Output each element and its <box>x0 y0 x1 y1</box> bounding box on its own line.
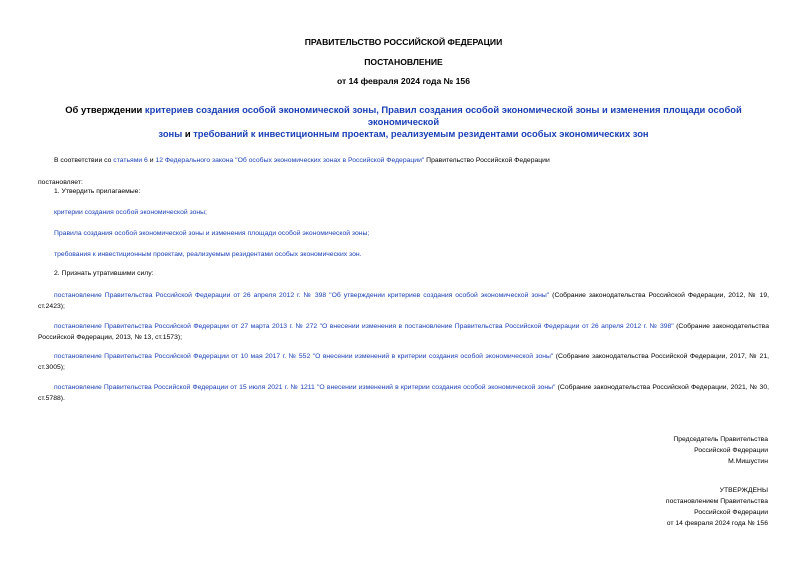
approved-item-criteria[interactable]: критерии создания особой экономической зоны; <box>54 209 207 216</box>
approval-country: Российской Федерации <box>694 509 768 516</box>
intro-pre: В соответствии со <box>54 157 114 164</box>
repealed-link-4[interactable]: постановление Правительства Российской Федерации от 15 июля 2021 г. № 1211 "О внесении изменений в критерии создания особой экономической зоны" <box>54 384 556 391</box>
title-prefix: Об утверждении <box>65 104 145 115</box>
repealed-tail-3: (Собрание законодательства Российской Федерации, 2017, № 21, ст.3005); <box>38 353 769 371</box>
approval-date: от 14 февраля 2024 года № 156 <box>666 520 768 527</box>
intro-paragraph <box>38 155 769 166</box>
intro-link-law[interactable]: 12 Федерального закона "Об особых экономических зонах в Российской Федерации" <box>155 157 425 164</box>
repealed-link-2[interactable]: постановление Правительства Российской Федерации от 27 марта 2013 г. № 272 "О внесении изменения в постановление Правительства Российской Федерации от 26 апреля 2012 г. № 398" <box>54 323 674 330</box>
approved-item-rules[interactable]: Правила создания особой экономической зоны и изменения площади особой экономической зоны; <box>54 230 370 237</box>
repealed-link-1[interactable]: постановление Правительства Российской Федерации от 26 апреля 2012 г. № 398 "Об утверждении критериев создания особой экономической зоны" <box>54 292 550 299</box>
repealed-tail-2: (Собрание законодательства Российской Федерации, 2013, № 13, ст.1573); <box>38 323 769 341</box>
approval-by: постановлением Правительства <box>665 498 768 505</box>
item1-text: 1. Утвердить прилагаемые: <box>54 188 141 195</box>
date-number-heading: от 14 февраля 2024 года № 156 <box>337 76 470 86</box>
doc-type-heading: ПОСТАНОВЛЕНИЕ <box>364 57 443 67</box>
signature-position: Председатель Правительства <box>673 436 768 443</box>
intro-and: и <box>147 157 156 164</box>
government-heading: ПРАВИТЕЛЬСТВО РОССИЙСКОЙ ФЕДЕРАЦИИ <box>304 37 503 47</box>
title-link-criteria[interactable]: критериев создания особой экономической зоны, Правил создания особой экономической зоны и изменения площади особой экономической <box>144 104 742 127</box>
repealed-item-4 <box>38 382 769 404</box>
title-link-requirements[interactable]: требований к инвестиционным проектам, реализуемым резидентами особых экономических зон <box>193 128 649 139</box>
signature-block <box>673 434 768 467</box>
title-and: и <box>182 128 194 139</box>
repealed-link-3[interactable]: постановление Правительства Российской Федерации от 10 мая 2017 г. № 552 "О внесении изменений в критерии создания особой экономической зоны" <box>54 353 554 360</box>
repealed-item-1 <box>38 290 769 312</box>
signature-country: Российской Федерации <box>694 447 768 454</box>
signature-name: М.Мишустин <box>728 458 768 465</box>
intro-post: Правительство Российской Федерации <box>424 157 550 164</box>
title-link-zone[interactable]: зоны <box>158 128 183 139</box>
approval-block <box>666 485 768 529</box>
repealed-item-3 <box>38 351 769 373</box>
intro-link-article6[interactable]: статьями 6 <box>113 157 148 164</box>
approval-title: УТВЕРЖДЕНЫ <box>719 487 768 494</box>
document-title <box>40 104 767 140</box>
resolves-text: постановляет: <box>38 179 83 186</box>
approved-item-requirements[interactable]: требования к инвестиционным проектам, реализуемым резидентами особых экономических зон. <box>54 251 362 258</box>
item2-text: 2. Признать утратившими силу: <box>54 270 154 277</box>
repealed-tail-1: (Собрание законодательства Российской Федерации, 2012, № 19, ст.2423); <box>38 292 770 310</box>
repealed-tail-4: (Собрание законодательства Российской Федерации, 2021, № 30, ст.5788). <box>38 384 770 402</box>
repealed-item-2 <box>38 321 769 343</box>
